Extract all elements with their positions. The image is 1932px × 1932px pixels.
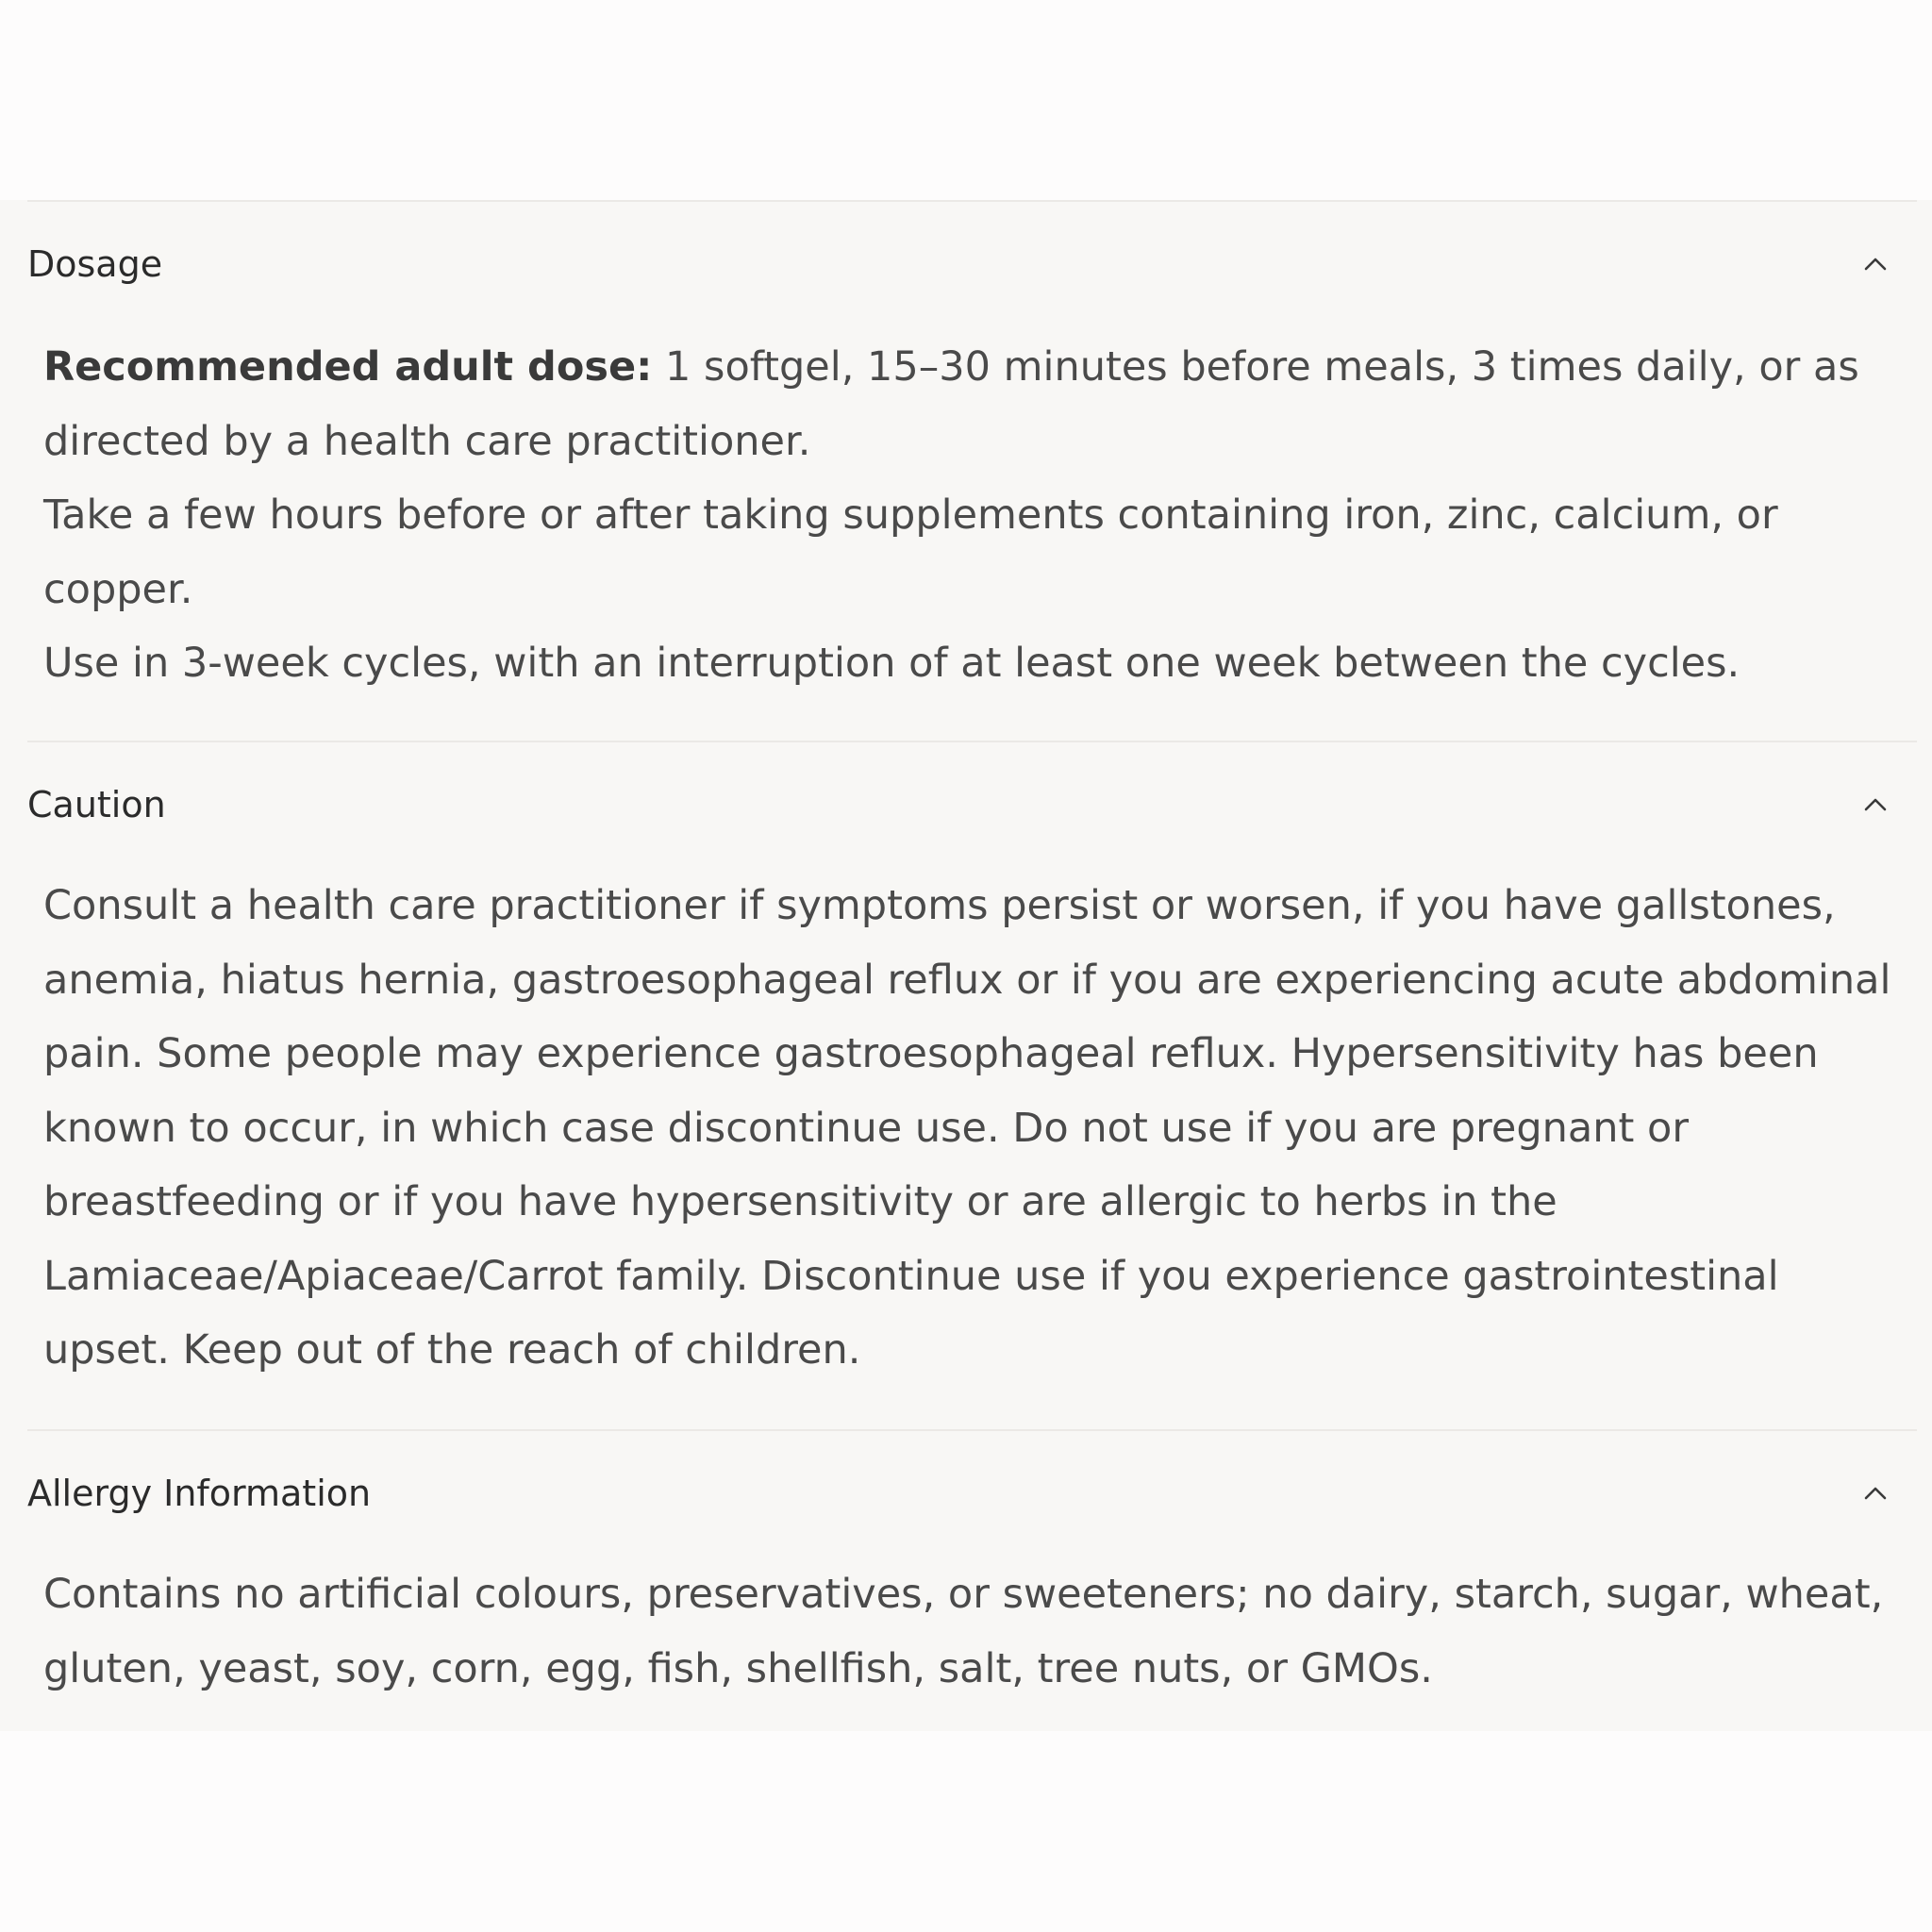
section-title-allergy: Allergy Information — [27, 1473, 372, 1514]
chevron-up-icon[interactable] — [1860, 249, 1890, 279]
chevron-up-icon[interactable] — [1860, 790, 1890, 820]
accordion-header-allergy[interactable] — [27, 1429, 1917, 1542]
accordion-header-dosage[interactable] — [27, 200, 1917, 313]
dosage-cycles: Use in 3-week cycles, with an interruption of at least one week between the cycles. — [43, 640, 1740, 687]
caution-text: Consult a health care practitioner if symptoms persist or worsen, if you have gallstones, anemia, hiatus hernia, gastroesophageal reflux or if you are experiencing acute abdominal pain. Some people may experience gastroesophageal reflux. Hypersensitivity has been known to occur, in which case discontinue use. Do not use if you are pregnant or breastfeeding or if you have hypersensitivity or are allergic to herbs in the Lamiaceae/Apiaceae/Carrot family. Discontinue use if you experience gastrointestinal upset. Keep out of the reach of children. — [43, 882, 1891, 1374]
accordion-header-caution[interactable] — [27, 741, 1917, 854]
section-title-dosage: Dosage — [27, 243, 163, 285]
dose-text: 1 softgel, 15–30 minutes before meals, 3 times daily, or as directed by a health care practitioner. — [43, 343, 1859, 465]
dosage-recommended — [43, 330, 1892, 478]
allergy-text: Contains no artificial colours, preservatives, or sweeteners; no dairy, starch, sugar, wheat, gluten, yeast, soy, corn, egg, fish, shellfish, salt, tree nuts, or GMOs. — [43, 1571, 1884, 1692]
section-body-allergy — [43, 1557, 1892, 1706]
product-info-accordion — [0, 200, 1932, 1731]
section-body-dosage — [43, 330, 1892, 701]
chevron-up-icon[interactable] — [1860, 1478, 1890, 1508]
dose-label: Recommended adult dose: — [43, 343, 653, 391]
section-body-caution — [43, 869, 1892, 1388]
section-title-caution: Caution — [27, 784, 166, 825]
dosage-timing: Take a few hours before or after taking supplements containing iron, zinc, calcium, or copper. — [43, 491, 1778, 613]
